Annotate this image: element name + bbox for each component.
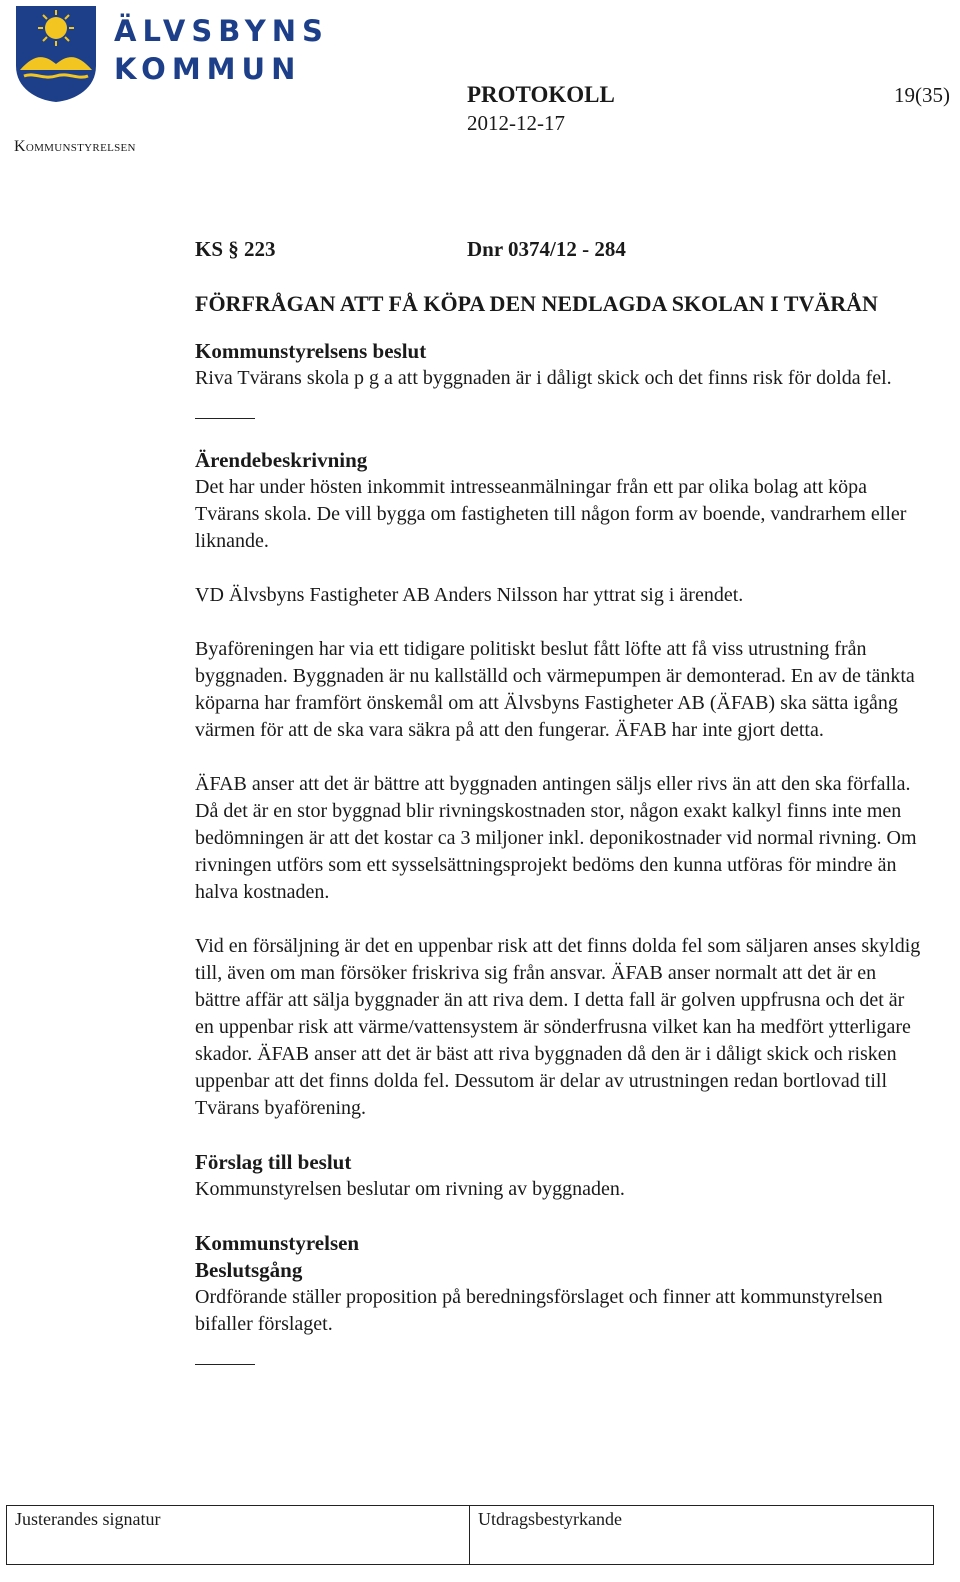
ks-paragraph-number: KS § 223 xyxy=(195,237,276,261)
brand-line-2: KOMMUN xyxy=(114,52,302,86)
coat-of-arms-logo xyxy=(14,4,98,104)
case-title: FÖRFRÅGAN ATT FÅ KÖPA DEN NEDLAGDA SKOLAN I TVÄRÅN xyxy=(195,291,878,316)
signature-footer xyxy=(6,1505,934,1565)
signature-cell xyxy=(7,1506,470,1564)
document-date: 2012-12-17 xyxy=(467,111,565,135)
decision-procedure-heading: Beslutsgång xyxy=(195,1258,303,1282)
signature-label: Justerandes signatur xyxy=(15,1509,161,1529)
decision-text: Riva Tvärans skola p g a att byggnaden är i dåligt skick och det finns risk för dolda fel. xyxy=(195,367,892,389)
proposal-text: Kommunstyrelsen beslutar om rivning av byggnaden. xyxy=(195,1178,625,1200)
decision-heading: Kommunstyrelsens beslut xyxy=(195,339,427,363)
item-reference-row xyxy=(195,236,925,266)
municipality-wordmark xyxy=(114,12,329,88)
brand-line-1: ÄLVSBYNS xyxy=(114,14,329,48)
certification-label: Utdragsbestyrkande xyxy=(478,1509,622,1529)
department-label: Kommunstyrelsen xyxy=(14,138,136,155)
decision-procedure-text: Ordförande ställer proposition på beredningsförslaget och finner att kommunstyrelsen bifaller förslaget. xyxy=(195,1286,883,1335)
description-paragraph: VD Älvsbyns Fastigheter AB Anders Nilsson har yttrat sig i ärendet. xyxy=(195,584,744,606)
description-paragraph: Det har under hösten inkommit intresseanmälningar från ett par olika bolag att köpa Tvärans skola. De vill bygga om fastigheten till någon form av boende, vandrarhem eller liknande. xyxy=(195,476,907,552)
description-paragraph: Vid en försäljning är det en uppenbar risk att det finns dolda fel som säljaren anses skyldig till, även om man försöker friskriva sig från ansvar. ÄFAB anser normalt att det är en bättre affär att sälja byggnader än att riva dem. I detta fall är golven uppfrusna och det är en uppenbar risk att värme/vattensystem är sönderfrusna vilket kan ha medfört ytterligare skador. ÄFAB anser att det är bäst att riva byggnaden då den är i dåligt skick och risken uppenbar att det finns dolda fel. Dessutom är delar av utrustningen redan bortlovad till Tvärans byaförening. xyxy=(195,935,921,1119)
board-heading: Kommunstyrelsen xyxy=(195,1231,360,1255)
certification-cell xyxy=(470,1506,933,1564)
document-type: PROTOKOLL xyxy=(467,82,615,107)
protocol-body xyxy=(195,236,925,1365)
section-divider xyxy=(195,1364,255,1365)
description-heading: Ärendebeskrivning xyxy=(195,448,368,472)
proposal-heading: Förslag till beslut xyxy=(195,1150,352,1174)
description-paragraph: ÄFAB anser att det är bättre att byggnaden antingen säljs eller rivs än att den ska förfalla. Då det är en stor byggnad blir rivningskostnaden stor, någon exakt kalkyl finns inte men bedömningen är att det kostar ca 3 miljoner inkl. deponikostnader vid normal rivning. Om rivningen utförs som ett sysselsättningsprojekt bedöms den kunna utföras för mindre än halva kostnaden. xyxy=(195,773,917,903)
diary-number: Dnr 0374/12 - 284 xyxy=(467,237,626,261)
page-number: 19(35) xyxy=(894,83,950,107)
section-divider xyxy=(195,418,255,419)
description-paragraph: Byaföreningen har via ett tidigare politiskt beslut fått löfte att få viss utrustning från byggnaden. Byggnaden är nu kallställd och värmepumpen är demonterad. En av de tänkta köparna har framfört önskemål om att Älvsbyns Fastigheter AB (ÄFAB) ska sätta igång värmen för att de ska vara säkra på att den fungerar. ÄFAB har inte gjort detta. xyxy=(195,638,915,741)
